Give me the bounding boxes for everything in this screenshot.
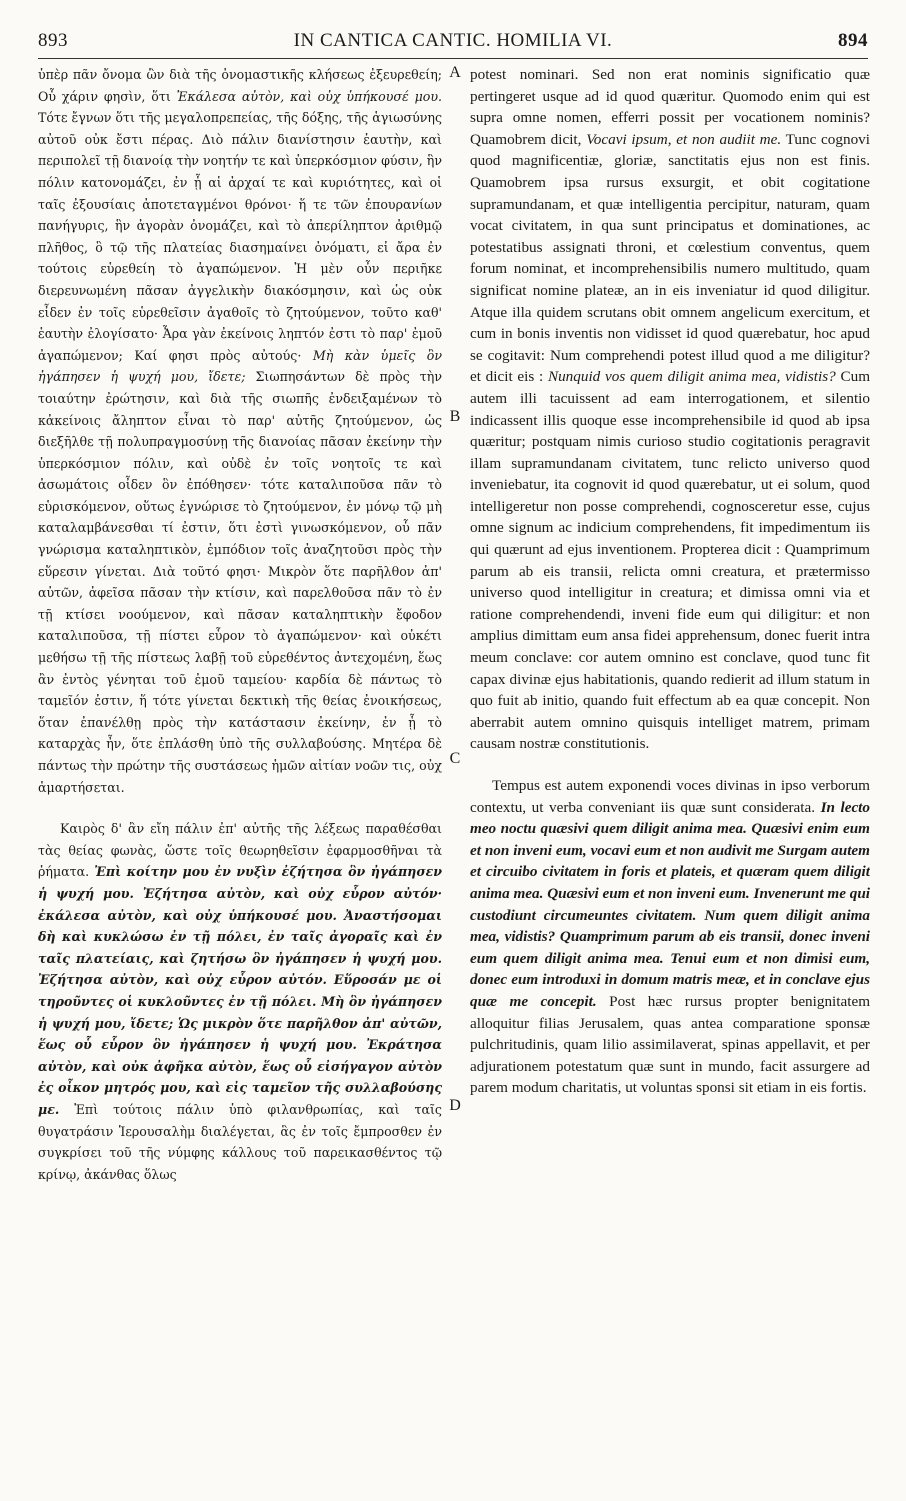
latin-quote: Nunquid vos quem diligit anima mea, vidistis? <box>547 368 836 386</box>
latin-column <box>470 64 870 1481</box>
latin-paragraph-2 <box>470 775 870 1099</box>
greek-text: Τότε ἔγνων ὅτι τῆς μεγαλοπρεπείας, τῆς δόξης, τῆς ἁγιωσύνης αὐτοῦ οὐκ ἔστι πέρας. Διὸ πάλιν διανίστησιν ἑαυτὴν, καὶ περιπολεῖ τῇ διανοίᾳ τὴν νοητήν τε καὶ ὑπερκόσμιον φύσιν, ἣν πόλιν κατονομάζει, ἐν ᾗ αἱ ἀρχαί τε καὶ κυριότητες, καὶ οἱ ταῖς ἐξουσίαις ἀποτεταγμένοι θρόνοι· ἥ τε τῶν ἐπουρανίων πανήγυρις, ἣν ἀγορὰν ὀνομάζει, καὶ τὸ ἀπερίληπτον ἀριθμῷ πλῆθος, ὃ τῷ τῆς πλατείας διασημαίνει ὀνόματι, εἰ ἄρα ἐν τούτοις εὑρεθείη τὸ ἀγαπώμενον. Ἡ μὲν οὖν περιῆκε διερευνωμένη πᾶσαν ἀγγελικὴν διακόσμησιν, καὶ ὡς οὐκ εἶδεν ἐν τοῖς εὑρεθεῖσιν ἀγαθοῖς τὸ ζητούμενον, τοῦτο καθ' ἑαυτὴν ἐλογίσατο· Ἆρα γὰν ἐκείνοις ληπτόν ἐστι τὸ παρ' ἐμοῦ ἀγαπώμενον; Καί φησι πρὸς αὐτούς· <box>38 110 442 363</box>
latin-scripture-quote: In lecto meo noctu quæsivi quem diligit anima mea. Quæsivi enim eum et non inveni eum, vocavi eum et non audivit me Surgam autem et circuibo civitatem in foris et plateis, et quæram quem diligit anima mea. Quæsivi eum et non inveni eum. Invenerunt me qui custodiunt circumeuntes civitatem. Num quem diligit anima mea, vidistis? Quamprimum parum ab eis transii, donec inveni eum quem diligit anima mea. Tenui eum et non dimisi eum, donec eum introduxi in domum matris meæ, et in conclave ejus quæ me concepit. <box>470 798 870 1010</box>
latin-text: potest nominari. Sed non erat nominis significatio quæ pertingeret usque ad id quod quæritur. Quomodo enim qui est supra omne nomen, efferri possit per vocationem nominis? Quamobrem dicit, <box>470 66 870 148</box>
section-marker-d: D <box>449 1097 461 1114</box>
greek-text: Σιωπησάντων δὲ πρὸς τὴν τοιαύτην ἐρώτησιν, καὶ διὰ τῆς σιωπῆς ἐνδειξαμένων τὸ κἀκείνοις ἄληπτον εἶναι τὸ παρ' αὐτῆς ζητούμενον, ὡς διεξῆλθε τῇ πολυπραγμοσύνῃ τῆς διανοίας πᾶσαν ἐκείνην τὴν ὑπερκόσμιον πόλιν, καὶ οὐδὲ ἐν τοῖς νοητοῖς τε καὶ ἀσωμάτοις οἶδεν ὃν ἐπόθησεν· τότε καταλιποῦσα πᾶν τὸ εὑρισκόμενον, οὕτως ἐγνώρισε τὸ ζητούμενον, ἐν μόνῳ τῷ μὴ καταλαμβάνεσθαι τί ἐστιν, ὅτι ἐστὶ γινωσκόμενον, οὗ πᾶν γνώρισμα καταληπτικὸν, ἐμπόδιον τοῖς ἀναζητοῦσι πρὸς τὴν εὕρεσιν γίνεται. Διὰ τοῦτό φησι· Μικρὸν ὅτε παρῆλθον ἀπ' αὐτῶν, ἀφεῖσα πᾶσαν τὴν κτίσιν, καὶ παρελθοῦσα πᾶν τὸ ἐν τῇ κτίσει νοούμενον, καὶ πᾶσαν καταληπτικὴν ἔφοδον καταλιποῦσα, τῇ πίστει εὗρον τὸ ἀγαπώμενον· καὶ οὐκέτι μεθήσω τῇ τῆς πίστεως λαβῇ τοῦ εὑρεθέντος ἀντεχομένη, ἕως ἂν ἐντὸς γένηται τοῦ ἐμοῦ ταμείου· καρδία δὲ πάντως τὸ ταμεῖόν ἐστιν, ἥ τότε γίνεται δεκτικὴ τῆς θείας ἐνοικήσεως, ὅταν ἐπανέλθῃ πρὸς τὴν κατάστασιν ἐκείνην, ἐν ᾗ τὸ καταρχὰς ἦν, ὅτε ἐπλάσθη ὑπὸ τῆς συλλαβούσης. Μητέρα δὲ πάντως τὴν πρώτην τῆς συστάσεως ἡμῶν αἰτίαν νοῶν τις, οὐχ ἁμαρτήσεται. <box>38 369 442 795</box>
greek-column <box>38 64 442 1481</box>
section-marker-b: B <box>449 408 461 425</box>
latin-text: Cum autem illi tacuissent ad eam interrogationem, et silentio indicassent illis quoque esse incomprehensibile id quod ab ipsa quæritur; postquam nimis curioso studio cogitationis peragravit illam supramundanam civitatem, tunc relicto universo quod inveniebatur, ita cognovit id quod quærebatur, ut ei solum, quod intelligeretur non posse comprehendi, cognosceretur esse, cujus omne signum ac indicium comprehendens, fit impedimentum iis qui quærunt ad ejus inventionem. Propterea dicit : Quamprimum parum ab eis transii, relicta omni creatura, et prætermisso universo quod intelligitur in creatura; et dimissa omni via et ratione comprehendendi, inveni fide eum qui diligitur: et non amplius dimittam eum ansa fidei apprehensum, donec fuerit intra meum conclave: cor autem omnino est conclave, quod tunc fit capax divinæ ejus habitationis, quando redierit ad illum statum in quo fuit ab initio, quando fuit effectum ab ea quæ concepit. Non aberrabit autem omnino quisquis intelliget matrem, primam causam nostræ constitutionis. <box>470 368 870 753</box>
latin-text: Tunc cognovi quod magnificentiæ, gloriæ, sanctitatis ejus non est finis. Quamobrem ipsa rursus exsurgit, et obit cogitatione supramundanam, et quæ intelligentia percipitur, naturam, quam vocat civitatem, in qua sunt principatus et dominationes, ac potestatibus assignati throni, et cœlestium conventus, quem forum nominat, et incomprehensibilis numero multitudo, quam significat nomine plateæ, an in eis inveniatur id quod diligitur. Atque illa quidem scrutans obit omnem angelicum exercitum, et cum in bonis inventis non vidisset id quod quærebatur, hoc apud se cogitavit: Num comprehendi potest illud quod a me diligitur? et dicit eis : <box>470 130 870 386</box>
section-marker-a: A <box>449 64 461 81</box>
section-marker-c: C <box>449 750 461 767</box>
latin-quote: Vocavi ipsum, et non audiit me. <box>586 130 782 148</box>
greek-quote: Ἐκάλεσα αὐτὸν, καὶ οὐχ ὑπήκουσέ μου. <box>176 88 442 104</box>
greek-paragraph-1 <box>38 64 442 798</box>
running-header <box>38 30 868 56</box>
greek-paragraph-2 <box>38 818 442 1185</box>
greek-text: ὑπὲρ πᾶν ὄνομα ὢν διὰ τῆς ὀνομαστικῆς κλήσεως ἐξευρεθείη; Οὗ χάριν φησὶν, ὅτι <box>38 67 442 104</box>
header-rule <box>38 58 868 59</box>
greek-text: Καιρὸς δ' ἂν εἴη πάλιν ἐπ' αὐτῆς τῆς λέξεως παραθέσθαι τὰς θείας φωνὰς, ὥστε τοῖς θεωρηθεῖσιν ἐφαρμοσθῆναι τὰ ῥήματα. <box>38 821 442 880</box>
page-number-left: 893 <box>38 30 68 51</box>
latin-text: Tempus est autem exponendi voces divinas in ipso verborum contextu, ut verba conveniant iis quæ sunt considerata. <box>470 777 870 816</box>
running-title: IN CANTICA CANTIC. HOMILIA VI. <box>293 30 613 51</box>
latin-paragraph-1 <box>470 64 870 755</box>
greek-scripture-quote: Ἐπὶ κοίτην μου ἐν νυξὶν ἐζήτησα ὃν ἠγάπησεν ἡ ψυχή μου. Ἐζήτησα αὐτὸν, καὶ οὐχ εὗρον αὐτόν· ἐκάλεσα αὐτὸν, καὶ οὐχ ὑπήκουσέ μου. Ἀναστήσομαι δὴ καὶ κυκλώσω ἐν τῇ πόλει, ἐν ταῖς ἀγοραῖς καὶ ἐν ταῖς πλατείαις, καὶ ζητήσω ὃν ἠγάπησεν ἡ ψυχή μου. Ἐζήτησα αὐτὸν, καὶ οὐχ εὗρον αὐτόν. Εὕροσάν με οἱ τηροῦντες οἱ κυκλοῦντες ἐν τῇ πόλει. Μὴ ὃν ἠγάπησεν ἡ ψυχή μου, ἴδετε; Ὡς μικρὸν ὅτε παρῆλθον ἀπ' αὐτῶν, ἕως οὗ εὗρον ὃν ἠγάπησεν ἡ ψυχή μου. Ἐκράτησα αὐτὸν, καὶ οὐκ ἀφῆκα αὐτὸν, ἕως οὗ εἰσήγαγον αὐτὸν ἐς οἶκον μητρός μου, καὶ εἰς ταμεῖον τῆς συλλαβούσης με. <box>38 864 442 1117</box>
latin-text: Post hæc rursus propter benignitatem alloquitur filias Jerusalem, quas antea comparatione sponsæ pulchritudinis, quam lilio assimilaverat, spinas appellavit, et per adjurationem potestatum quæ sunt in mundo, facit assurgere ad parem modum charitatis, ut voluntas sponsi sit etiam in eis fortis. <box>470 992 870 1097</box>
greek-quote: Μὴ κὰν ὑμεῖς ὃν ἠγάπησεν ἡ ψυχή μου, ἴδετε; <box>38 347 442 385</box>
greek-text: Ἐπὶ τούτοις πάλιν ὑπὸ φιλανθρωπίας, καὶ ταῖς θυγατράσιν Ἱερουσαλὴμ διαλέγεται, ἃς ἐν τοῖς ἔμπροσθεν ἐν συγκρίσει τοῦ τῆς νύμφης κάλλους τοῦ παρεικασθέντος τῷ κρίνῳ, ἀκάνθας ὅλως <box>38 1101 442 1182</box>
page-number-right: 894 <box>838 30 868 51</box>
